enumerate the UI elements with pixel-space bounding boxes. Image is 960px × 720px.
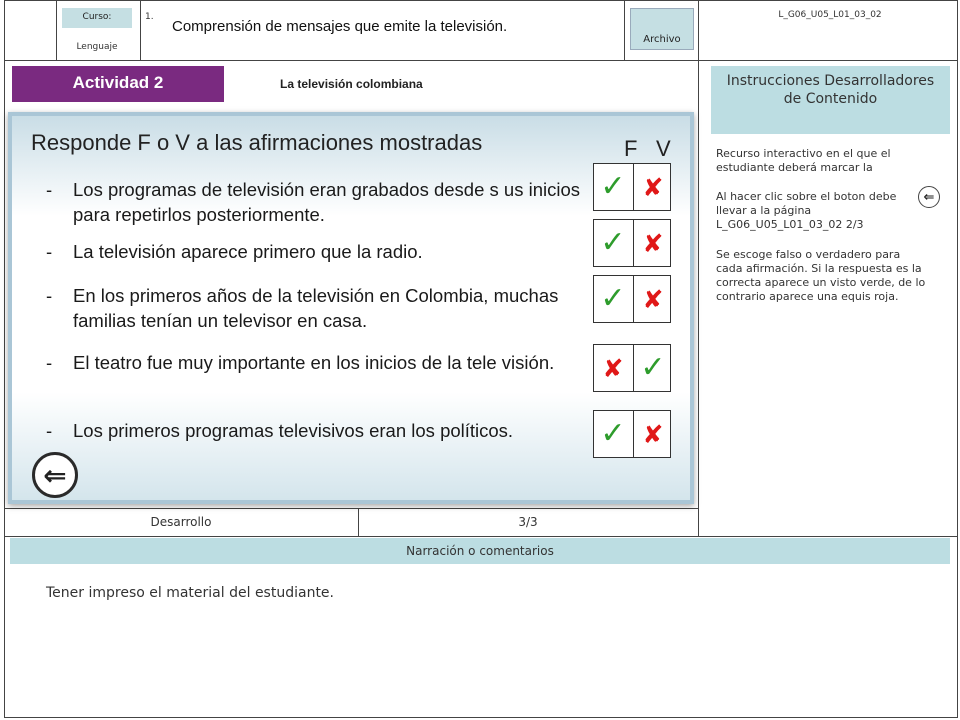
archivo-label: Archivo [643,34,681,45]
statement-text: Los primeros programas televisivos eran los políticos. [73,420,514,441]
false-option[interactable] [594,345,632,391]
instructions-paragraph-3: Se escoge falso o verdadero para cada afirmación. Si la respuesta es la correcta aparece un visto verde, de lo contrario aparece una equis roja. [716,248,926,303]
file-code: L_G06_U05_L01_03_02 [778,10,882,20]
check-icon: ✓ [640,350,666,385]
answer-pair-5 [593,410,671,458]
activity-subtitle: La televisión colombiana [280,77,423,91]
quiz-instruction: Responde F o V a las afirmaciones mostradas [31,130,483,155]
divider [698,0,699,536]
check-icon: ✓ [600,225,626,260]
instructions-heading: Instrucciones Desarrolladores de Contenido [711,66,950,134]
cross-icon: ✘ [642,419,664,449]
statement-2 [46,239,591,265]
statement-4 [46,350,591,402]
true-option[interactable] [633,220,672,266]
true-option[interactable] [633,164,672,210]
archivo-button[interactable] [630,8,694,50]
divider [624,0,625,60]
true-option[interactable] [633,411,672,457]
bullet-dash: - [46,179,53,200]
answer-pair-1 [593,163,671,211]
check-icon: ✓ [600,281,626,316]
check-icon: ✓ [600,416,626,451]
column-v-label: V [656,136,671,161]
bullet-dash: - [46,241,53,262]
narration-heading: Narración o comentarios [10,538,950,564]
cross-icon: ✘ [642,172,664,202]
divider [4,508,698,509]
course-name: Lenguaje [76,42,118,52]
quiz-panel [8,112,694,504]
statement-3 [46,283,591,335]
course-label: Curso: [62,8,132,28]
answer-pair-2 [593,219,671,267]
column-f-label: F [624,136,638,161]
statement-text: Los programas de televisión eran grabados desde s us inicios para repetirlos posteriormente. [73,179,580,225]
stage-label: Desarrollo [150,515,212,529]
narration-text: Tener impreso el material del estudiante. [46,585,334,601]
item-number: 1. [145,12,154,22]
statement-text: La televisión aparece primero que la radio. [73,241,423,262]
statement-text: En los primeros años de la televisión en Colombia, muchas familias tenían un televisor en casa. [73,285,559,331]
cross-icon: ✘ [602,353,624,383]
true-option[interactable] [633,276,672,322]
activity-tag: Actividad 2 [12,66,224,102]
false-option[interactable] [594,164,632,210]
divider [4,536,958,537]
false-option[interactable] [594,276,632,322]
check-icon: ✓ [600,169,626,204]
bullet-dash: - [46,285,53,306]
answer-pair-4 [593,344,671,392]
false-option[interactable] [594,411,632,457]
divider [140,0,141,60]
instructions-paragraph-2: Al hacer clic sobre el boton debe llevar a la página L_G06_U05_L01_03_02 2/3 [716,190,897,231]
page-indicator: 3/3 [518,515,538,529]
bullet-dash: - [46,352,53,373]
divider [4,60,958,61]
statement-5 [46,418,526,470]
instructions-paragraph-1: Recurso interactivo en el que el estudiante deberá marcar la [716,147,891,174]
statement-1 [46,177,591,229]
true-option[interactable] [633,345,672,391]
divider [56,0,57,60]
cross-icon: ✘ [642,228,664,258]
cross-icon: ✘ [642,284,664,314]
false-option[interactable] [594,220,632,266]
statement-text: El teatro fue muy importante en los inicios de la tele visión. [73,352,555,373]
back-arrow-icon[interactable]: ⇐ [32,452,78,498]
back-arrow-icon[interactable]: ⇐ [918,186,940,208]
page-title: Comprensión de mensajes que emite la televisión. [172,18,508,35]
answer-pair-3 [593,275,671,323]
bullet-dash: - [46,420,53,441]
